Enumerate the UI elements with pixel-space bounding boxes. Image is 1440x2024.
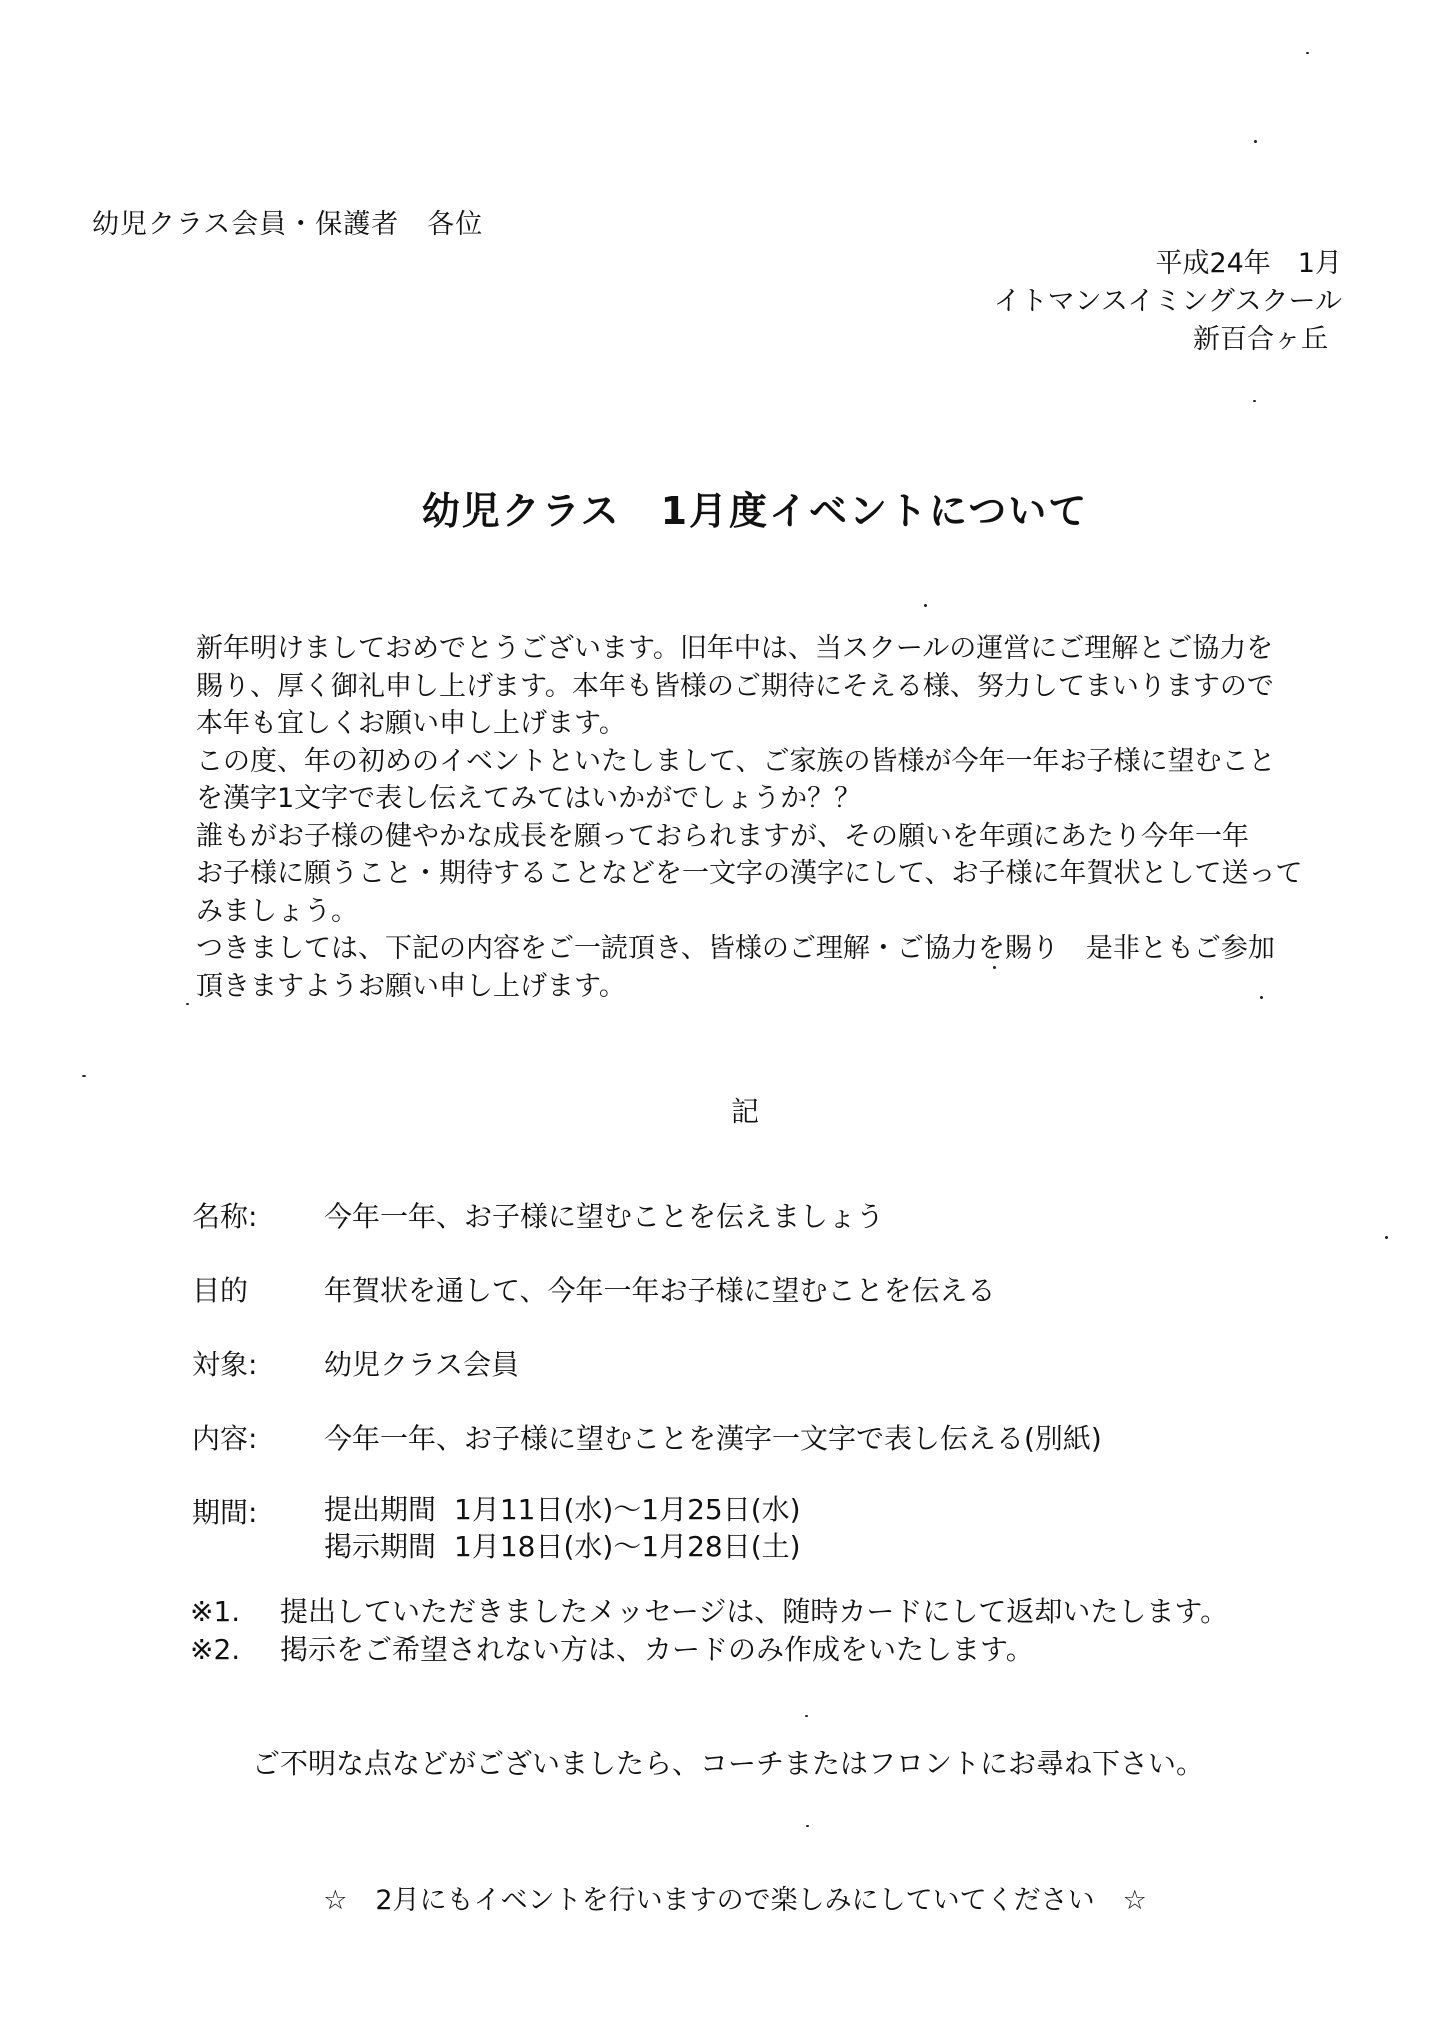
body-line: この度、年の初めのイベントといたしまして、ご家族の皆様が今年一年お子様に望むこと xyxy=(196,745,1276,777)
star-icon: ☆ xyxy=(323,1885,348,1916)
detail-label: 目的 xyxy=(192,1274,249,1307)
submission-period xyxy=(324,1491,801,1528)
scan-speck xyxy=(1306,52,1309,54)
submission-period-label: 提出期間 xyxy=(324,1493,437,1526)
scan-speck xyxy=(1253,400,1256,402)
body-line: 誰もがお子様の健やかな成長を願っておられますが、その願いを年頭にあたり今年一年 xyxy=(196,820,1249,852)
detail-row-target xyxy=(192,1343,1102,1417)
scan-speck xyxy=(1260,996,1263,999)
detail-row-name xyxy=(192,1195,1102,1269)
issue-date: 平成24年 1月 xyxy=(1155,248,1342,279)
body-line: 新年明けましておめでとうございます。旧年中は、当スクールの運営にご理解とご協力を xyxy=(196,633,1274,664)
scan-speck xyxy=(82,1075,86,1077)
display-period xyxy=(324,1528,801,1565)
detail-row-purpose xyxy=(192,1269,1102,1343)
footer-text: 2月にもイベントを行いますので楽しみにしていてください xyxy=(375,1885,1095,1916)
body-line: を漢字1文字で表し伝えてみてはいかがでしょうか？？ xyxy=(196,783,862,814)
body-line: 賜り、厚く御礼申し上げます。本年も皆様のご期待にそえる様、努力してまいりますので xyxy=(196,670,1274,702)
note-item xyxy=(190,1631,1228,1669)
ki-heading: 記 xyxy=(730,1095,759,1128)
notes xyxy=(190,1593,1228,1669)
body-line: 本年も宜しくお願い申し上げます。 xyxy=(196,708,626,739)
scan-speck xyxy=(1254,140,1257,143)
display-period-label: 掲示期間 xyxy=(324,1530,437,1563)
note-item xyxy=(190,1593,1228,1631)
note-mark: ※2. xyxy=(190,1633,241,1666)
detail-row-content xyxy=(192,1417,1102,1491)
scan-speck xyxy=(805,1715,808,1717)
display-period-dates: 1月18日(水)～1月28日(土) xyxy=(454,1530,801,1563)
detail-label: 対象: xyxy=(192,1348,258,1381)
body-line: みましょう。 xyxy=(196,895,358,927)
detail-row-period xyxy=(192,1491,1102,1571)
document-title: 幼児クラス 1月度イベントについて xyxy=(421,489,1089,533)
body-paragraph xyxy=(196,630,1336,1005)
note-mark: ※1. xyxy=(190,1595,241,1628)
star-icon: ☆ xyxy=(1122,1885,1147,1916)
scan-speck xyxy=(924,604,927,607)
body-line: つきましては、下記の内容をご一読頂き、皆様のご理解・ご協力を賜り 是非ともご参加 xyxy=(196,933,1275,964)
detail-value: 今年一年、お子様に望むことを伝えましょう xyxy=(324,1200,885,1233)
school-name: イトマンスイミングスクール xyxy=(993,286,1342,317)
period-values xyxy=(324,1491,801,1565)
body-line: お子様に願うこと・期待することなどを一文字の漢字にして、お子様に年賀状として送って xyxy=(196,858,1303,889)
detail-label: 内容: xyxy=(192,1422,258,1455)
scan-speck xyxy=(186,1003,189,1005)
detail-label: 名称: xyxy=(192,1200,258,1233)
detail-value: 幼児クラス会員 xyxy=(324,1348,520,1381)
note-text: 提出していただきましたメッセージは、随時カードにして返却いたします。 xyxy=(280,1595,1229,1628)
closing-note: ご不明な点などがございましたら、コーチまたはフロントにお尋ね下さい。 xyxy=(252,1747,1205,1780)
detail-label: 期間: xyxy=(192,1496,258,1529)
footer-announcement xyxy=(0,1878,1440,1917)
body-line: 頂きますようお願い申し上げます。 xyxy=(196,970,626,1002)
note-text: 掲示をご希望されない方は、カードのみ作成をいたします。 xyxy=(280,1633,1034,1666)
sender-block xyxy=(994,245,1342,359)
scan-speck xyxy=(993,966,996,969)
scan-speck xyxy=(1385,1236,1388,1239)
submission-period-dates: 1月11日(水)～1月25日(水) xyxy=(454,1493,801,1526)
scan-speck xyxy=(806,1825,809,1827)
event-details xyxy=(192,1195,1102,1571)
detail-value: 今年一年、お子様に望むことを漢字一文字で表し伝える(別紙) xyxy=(324,1422,1102,1455)
branch-name: 新百合ヶ丘 xyxy=(1193,324,1328,355)
detail-value: 年賀状を通して、今年一年お子様に望むことを伝える xyxy=(324,1274,996,1307)
addressee: 幼児クラス会員・保護者 各位 xyxy=(92,209,484,240)
